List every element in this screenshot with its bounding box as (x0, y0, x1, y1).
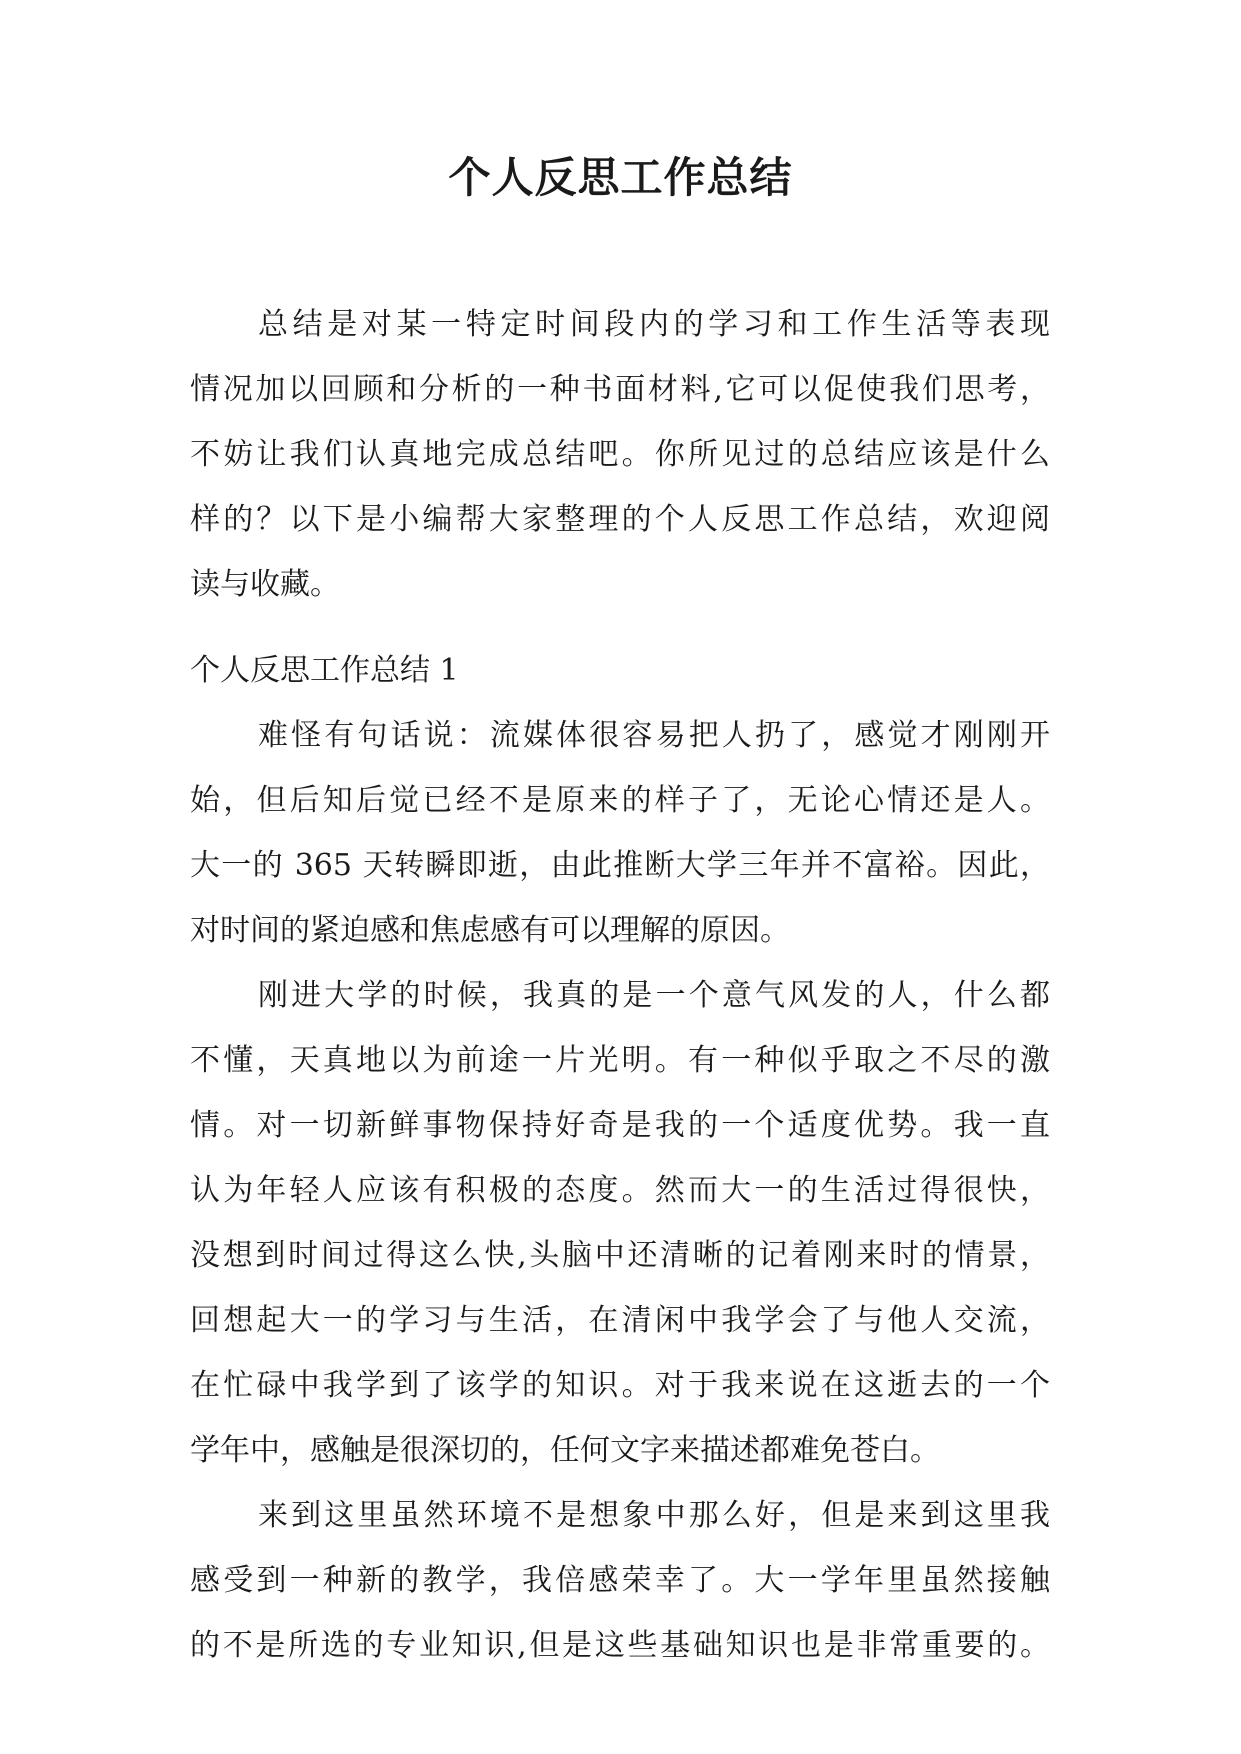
intro-line: 不妨让我们认真地完成总结吧。你所见过的总结应该是什么 (190, 437, 1050, 472)
paragraph-line: 对时间的紧迫感和焦虑感有可以理解的原因。 (190, 913, 790, 948)
paragraph-line: 刚进大学的时候，我真的是一个意气风发的人，什么都 (258, 978, 1050, 1013)
paragraph-1 (190, 703, 1050, 963)
paragraph-line: 感受到一种新的教学，我倍感荣幸了。大一学年里虽然接触 (190, 1563, 1050, 1598)
paragraph-line: 认为年轻人应该有积极的态度。然而大一的生活过得很快， (190, 1173, 1050, 1208)
section-body (190, 703, 1050, 1678)
paragraph-line: 难怪有句话说：流媒体很容易把人扔了，感觉才刚刚开 (258, 718, 1050, 753)
intro-line: 情况加以回顾和分析的一种书面材料,它可以促使我们思考， (190, 372, 1050, 407)
paragraph-line: 不懂，天真地以为前途一片光明。有一种似乎取之不尽的激 (190, 1043, 1050, 1078)
section-heading: 个人反思工作总结 1 (190, 653, 459, 688)
paragraph-line: 大一的 365 天转瞬即逝，由此推断大学三年并不富裕。因此， (190, 848, 1050, 883)
paragraph-line: 情。对一切新鲜事物保持好奇是我的一个适度优势。我一直 (190, 1108, 1050, 1143)
document-title: 个人反思工作总结 (448, 153, 793, 202)
paragraph-line: 始，但后知后觉已经不是原来的样子了，无论心情还是人。 (190, 783, 1050, 818)
intro-line: 样的？以下是小编帮大家整理的个人反思工作总结，欢迎阅 (190, 502, 1050, 537)
paragraph-line: 学年中，感触是很深切的，任何文字来描述都难免苍白。 (190, 1433, 940, 1468)
paragraph-line: 在忙碌中我学到了该学的知识。对于我来说在这逝去的一个 (190, 1368, 1050, 1403)
paragraph-line: 的不是所选的专业知识,但是这些基础知识也是非常重要的。 (190, 1628, 1050, 1663)
paragraph-line: 回想起大一的学习与生活，在清闲中我学会了与他人交流， (190, 1303, 1050, 1338)
intro-line: 读与收藏。 (190, 567, 340, 602)
paragraph-2 (190, 963, 1050, 1483)
intro-paragraph (190, 292, 1050, 617)
paragraph-line: 没想到时间过得这么快,头脑中还清晰的记着刚来时的情景， (190, 1238, 1050, 1273)
paragraph-line: 来到这里虽然环境不是想象中那么好，但是来到这里我 (258, 1498, 1050, 1533)
intro-line: 总结是对某一特定时间段内的学习和工作生活等表现 (258, 307, 1050, 342)
paragraph-3 (190, 1483, 1050, 1678)
